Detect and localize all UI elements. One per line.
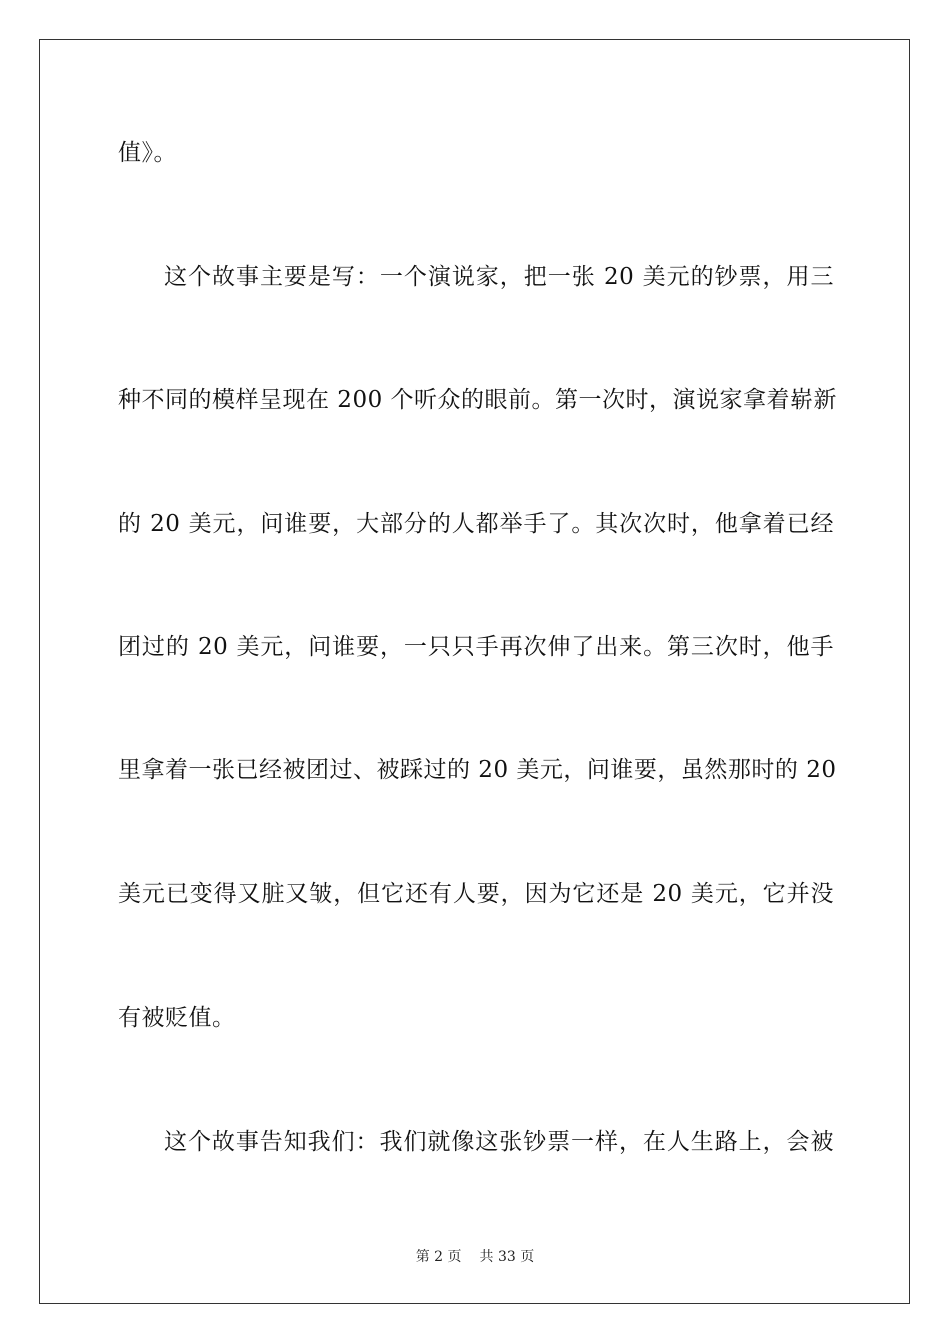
text-line-1: 值》。 [118, 140, 177, 166]
text-line-7: 美元已变得又脏又皱，但它还有人要，因为它还是 20 美元，它并没 [118, 881, 834, 907]
text-line-8: 有被贬值。 [118, 1005, 236, 1031]
page-total: 共 33 页 [479, 1249, 535, 1265]
text-line-2: 这个故事主要是写：一个演说家，把一张 20 美元的钞票，用三 [164, 264, 834, 290]
text-line-3: 种不同的模样呈现在 200 个听众的眼前。第一次时，演说家拿着崭新 [118, 387, 838, 413]
page-frame [39, 39, 910, 1304]
text-line-9: 这个故事告知我们：我们就像这张钞票一样，在人生路上，会被 [164, 1129, 834, 1155]
text-line-6: 里拿着一张已经被团过、被踩过的 20 美元，问谁要，虽然那时的 20 [118, 757, 837, 783]
text-line-4: 的 20 美元，问谁要，大部分的人都举手了。其次次时，他拿着已经 [118, 511, 834, 537]
text-line-5: 团过的 20 美元，问谁要，一只只手再次伸了出来。第三次时，他手 [118, 634, 834, 660]
page-number: 第 2 页 [415, 1249, 462, 1265]
page-footer [0, 1248, 950, 1266]
